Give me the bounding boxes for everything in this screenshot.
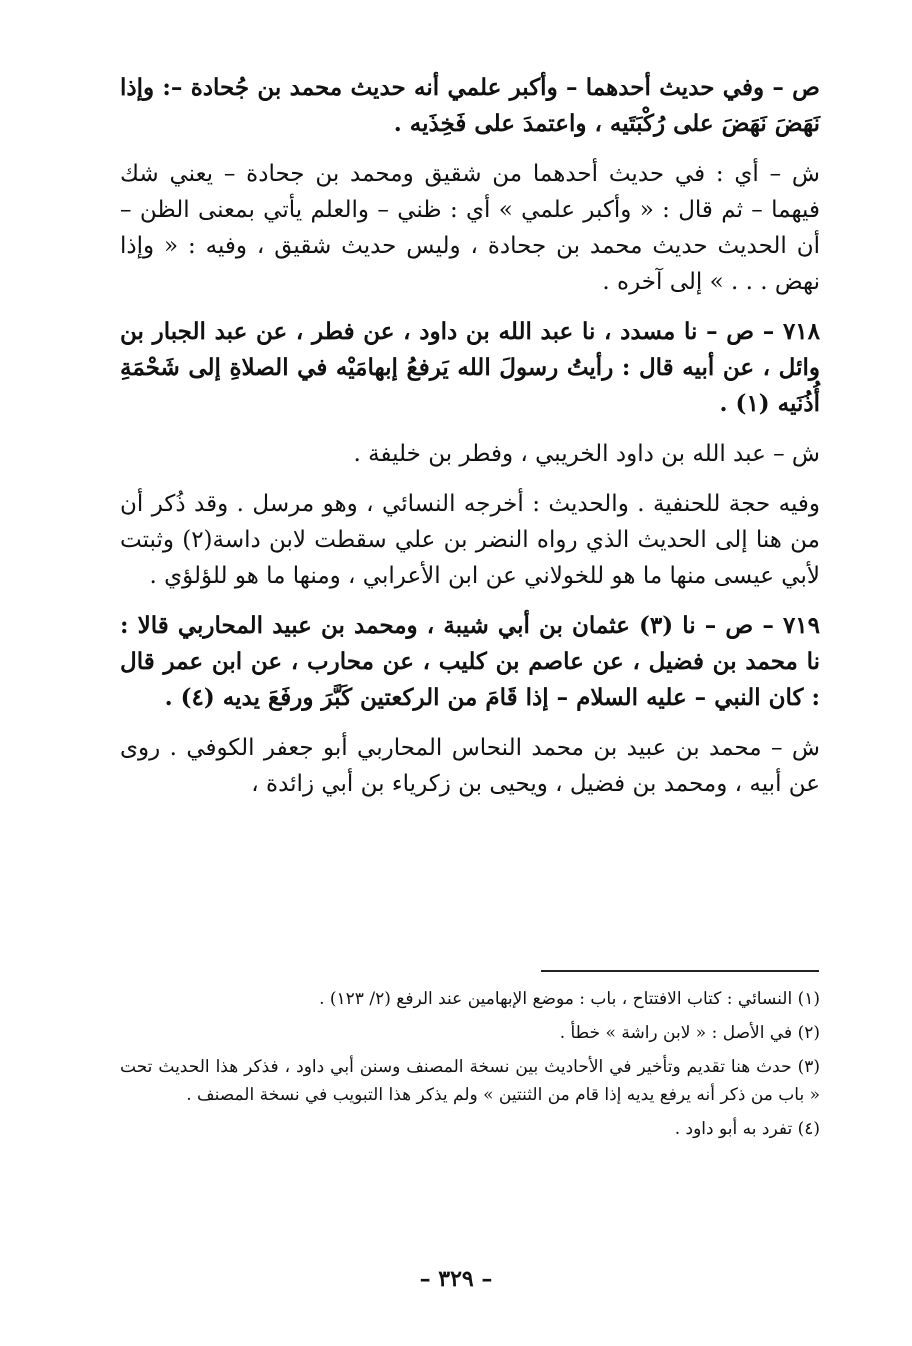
footnote: (٤) تفرد به أبو داود . bbox=[674, 1119, 820, 1139]
footnote: (١) النسائي : كتاب الافتتاح ، باب : موضع الإبهامين عند الرفع (٢/ ١٢٣) . bbox=[319, 989, 820, 1009]
main-text bbox=[120, 70, 820, 816]
hadith-719: ٧١٩ – ص – نا (٣) عثمان بن أبي شيبة ، ومحمد بن عبيد المحاربي قالا : نا محمد بن فضيل ، عن عاصم بن كليب ، عن محارب ، عن ابن عمر قال : كان النبي – عليه السلام – إذا قَامَ من الركعتين كَبَّرَ ورفَعَ يديه (٤) . bbox=[120, 612, 820, 711]
hadith-718: ٧١٨ – ص – نا مسدد ، نا عبد الله بن داود ، عن فطر ، عن عبد الجبار بن وائل ، عن أبيه قال : رأيتُ رسولَ الله يَرفعُ إبهامَيْه في الصلاةِ إلى شَحْمَةِ أُذُنَيه (١) . bbox=[120, 318, 820, 417]
commentary-paragraph: وفيه حجة للحنفية . والحديث : أخرجه النسائي ، وهو مرسل . وقد ذُكر أن من هنا إلى الحديث الذي رواه النضر بن علي سقطت لابن داسة(٢) وثبتت لأبي عيسى منها ما هو للخولاني عن ابن الأعرابي ، ومنها ما هو للؤلؤي . bbox=[120, 491, 820, 589]
paragraph-text: ص – وفي حديث أحدهما – وأكبر علمي أنه حديث محمد بن جُحادة –: وإذا نَهَضَ نَهَضَ على رُكْبَتَيه ، واعتمدَ على فَخِذَيه . bbox=[120, 74, 820, 137]
commentary-paragraph: ش – عبد الله بن داود الخريبي ، وفطر بن خليفة . bbox=[353, 441, 820, 467]
footnotes bbox=[120, 985, 820, 1149]
commentary-paragraph: ش – أي : في حديث أحدهما من شقيق ومحمد بن جحادة – يعني شك فيهما – ثم قال : « وأكبر علمي » أي : ظني – والعلم يأتي بمعنى الظن – أن الحديث حديث محمد بن جحادة ، وليس حديث شقيق ، وفيه : « وإذا نهض . . . » إلى آخره . bbox=[120, 161, 820, 295]
footnote: (٢) في الأصل : « لابن راشة » خطأ . bbox=[559, 1023, 820, 1043]
footnote: (٣) حدث هنا تقديم وتأخير في الأحاديث بين نسخة المصنف وسنن أبي داود ، فذكر هذا الحديث تحت « باب من ذكر أنه يرفع يديه إذا قام من الثنتين » ولم يذكر هذا التبويب في نسخة المصنف . bbox=[120, 1057, 820, 1105]
footnote-separator bbox=[541, 970, 819, 972]
page-number: – ٣٢٩ – bbox=[419, 1266, 493, 1292]
commentary-paragraph: ش – محمد بن عبيد بن محمد النحاس المحاربي أبو جعفر الكوفي . روى عن أبيه ، ومحمد بن فضيل ، ويحيى بن زكرياء بن أبي زائدة ، bbox=[120, 735, 820, 797]
